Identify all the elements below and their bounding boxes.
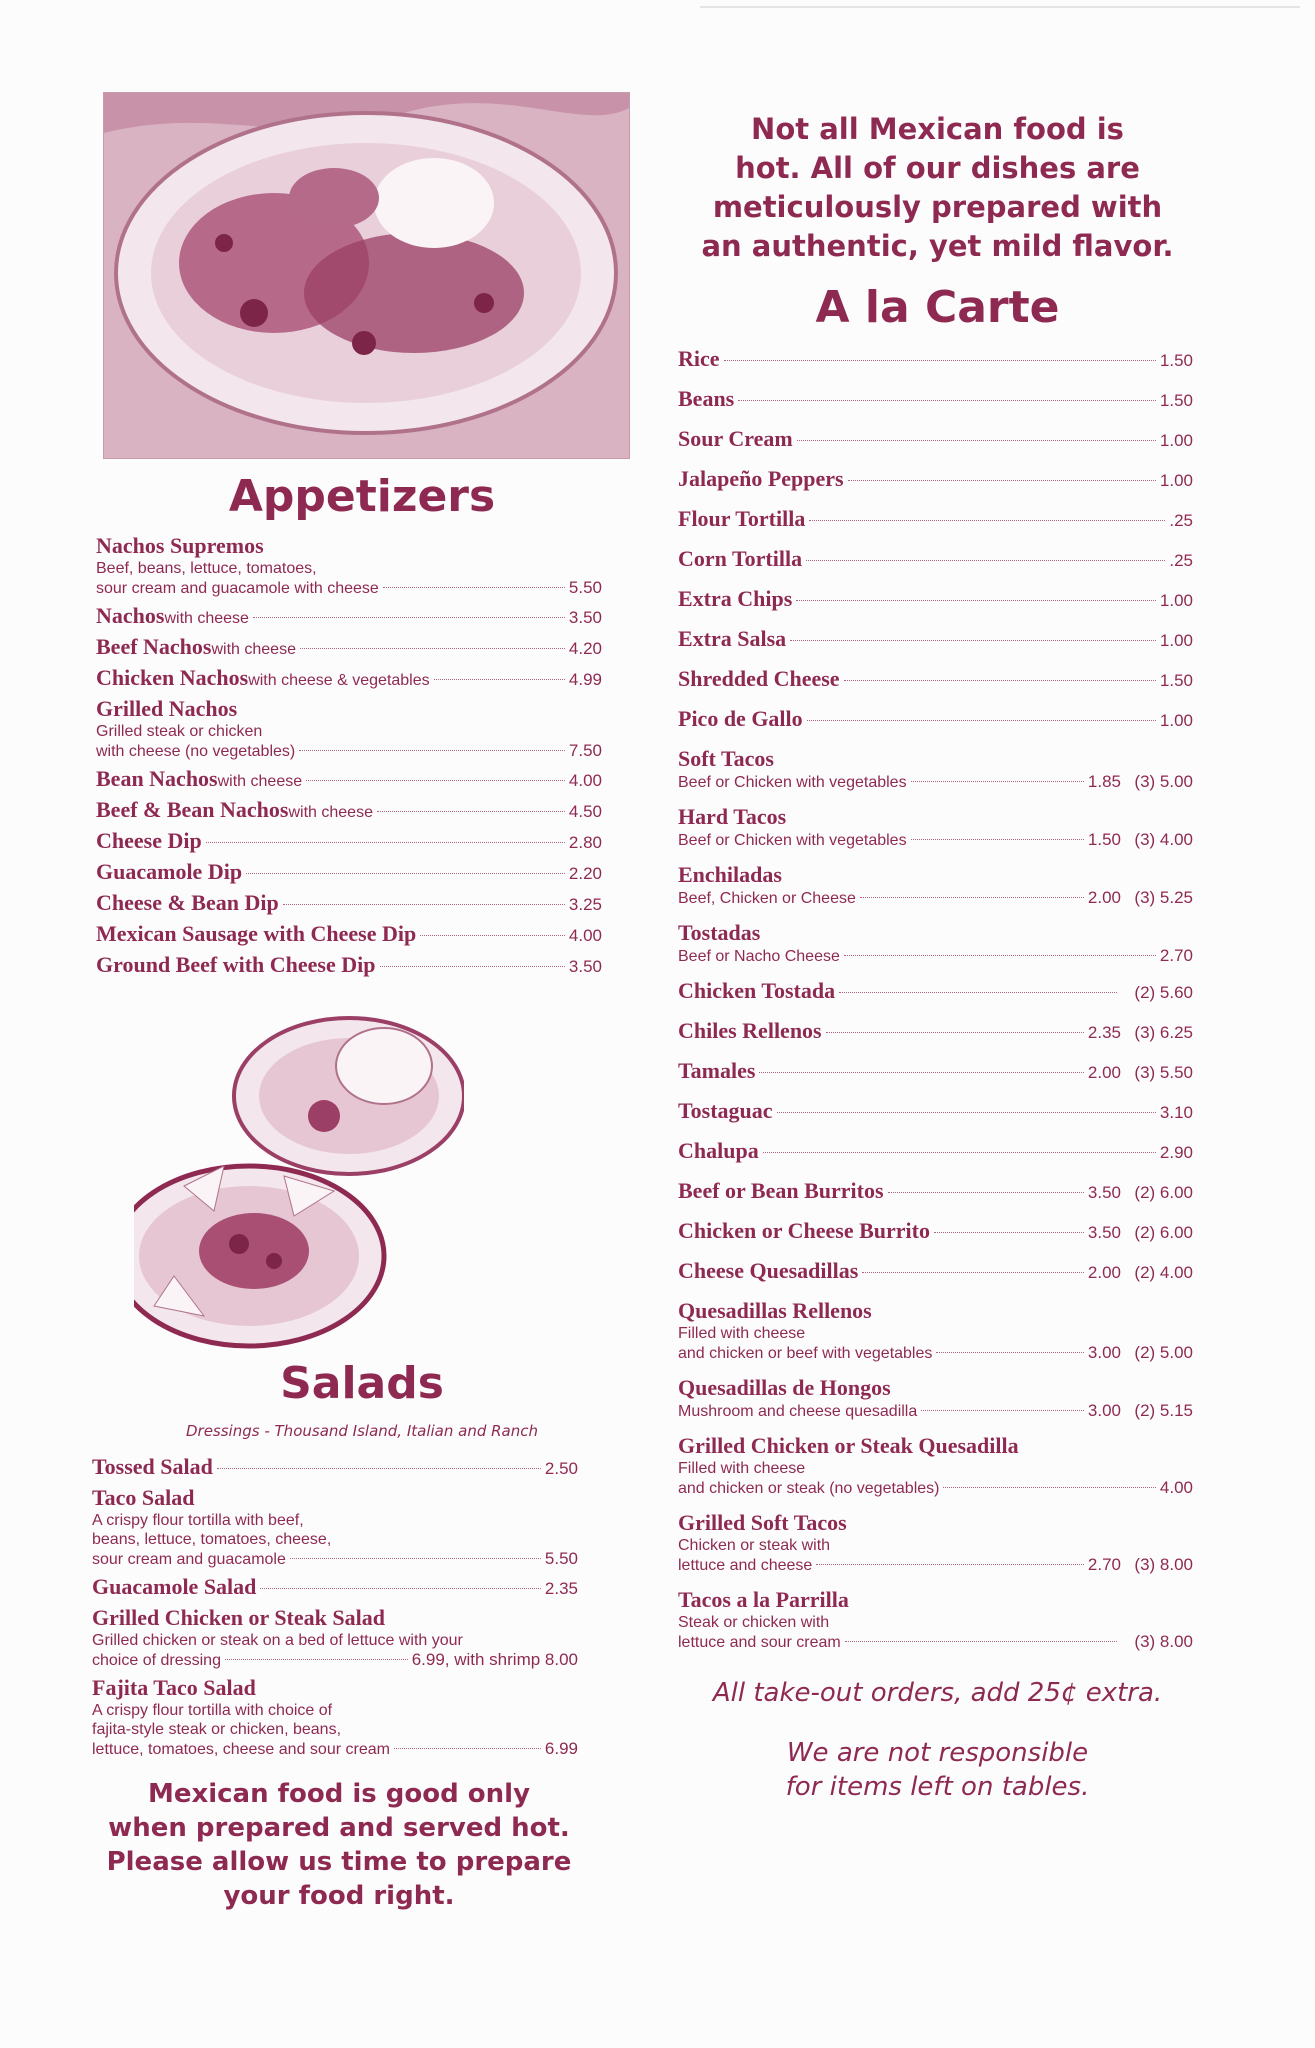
item-description: Beef, beans, lettuce, tomatoes, [96, 560, 317, 577]
menu-item [96, 634, 602, 660]
item-price-line [678, 1401, 1193, 1421]
menu-item [678, 1138, 1193, 1164]
dot-leader [260, 1588, 541, 1589]
item-price-line [678, 1018, 1193, 1044]
item-price: 1.00 [1159, 471, 1193, 490]
item-name: Cheese & Bean Dip [96, 890, 279, 915]
item-price-line [678, 1258, 1193, 1284]
menu-item [92, 1605, 578, 1670]
dot-leader [888, 1192, 1084, 1193]
dot-leader [911, 839, 1084, 840]
item-name: Tamales [678, 1058, 756, 1083]
item-price: 2.70 [1087, 1555, 1121, 1574]
item-description: Mushroom and cheese quesadilla [678, 1403, 918, 1420]
item-name: Guacamole Dip [96, 859, 243, 884]
item-description: Grilled steak or chicken [96, 723, 263, 740]
item-price-line [96, 921, 602, 947]
dot-leader [807, 720, 1156, 721]
item-multi-price: (2) 5.60 [1134, 983, 1193, 1002]
item-name: Beef Nachos [96, 634, 212, 659]
item-price-line [96, 859, 602, 885]
item-price-line [678, 1098, 1193, 1124]
dot-leader [299, 750, 565, 751]
item-price: 2.00 [1087, 888, 1121, 907]
item-price: 3.50 [568, 957, 602, 976]
dot-leader [300, 648, 565, 649]
dot-leader [806, 560, 1165, 561]
item-name: Tacos a la Parrilla [678, 1587, 849, 1612]
item-price-line [96, 766, 602, 792]
menu-item [678, 1375, 1193, 1421]
item-price-line [96, 634, 602, 660]
item-name: Nachos Supremos [96, 533, 264, 558]
menu-item [678, 1178, 1193, 1204]
item-name: Pico de Gallo [678, 706, 803, 731]
item-price-line [96, 603, 602, 629]
item-price-line [678, 706, 1193, 732]
appetizers-title: Appetizers [228, 471, 496, 522]
item-description: Chicken or steak with [678, 1537, 831, 1554]
item-multi-price: (3) 6.25 [1134, 1023, 1193, 1042]
menu-item [96, 952, 602, 978]
dot-leader [420, 935, 565, 936]
item-price: 4.50 [568, 802, 602, 821]
item-price-line [92, 1650, 578, 1670]
item-name: Grilled Nachos [96, 696, 238, 721]
item-price-line [96, 797, 602, 823]
dot-leader [943, 1487, 1155, 1488]
item-name: Tossed Salad [92, 1454, 213, 1479]
item-price: 3.50 [568, 608, 602, 627]
menu-item [678, 706, 1193, 732]
item-price-line [678, 1343, 1193, 1363]
item-price: 4.00 [568, 926, 602, 945]
menu-item [678, 1433, 1193, 1498]
dot-leader [434, 679, 565, 680]
menu-item [92, 1574, 578, 1600]
appetizers-list [96, 533, 602, 978]
responsibility-note: We are not responsible for items left on tables. [785, 1738, 1090, 1802]
item-name: Chiles Rellenos [678, 1018, 822, 1043]
dot-leader [759, 1072, 1083, 1073]
menu-item [678, 466, 1193, 492]
item-price: 3.00 [1087, 1343, 1121, 1362]
dot-leader [724, 360, 1156, 361]
item-description: A crispy flour tortilla with choice of [92, 1702, 333, 1719]
dot-leader [796, 600, 1156, 601]
menu-item [678, 804, 1193, 850]
menu-item [678, 746, 1193, 792]
item-description: lettuce, tomatoes, cheese and sour cream [92, 1741, 390, 1758]
item-price: 5.50 [568, 578, 602, 597]
item-price: 4.99 [568, 670, 602, 689]
item-price-line [678, 466, 1193, 492]
item-price: 2.80 [568, 833, 602, 852]
item-price-line [678, 1218, 1193, 1244]
dot-leader [936, 1352, 1084, 1353]
item-name: Chicken Tostada [678, 978, 836, 1003]
item-price-line [678, 386, 1193, 412]
item-name: Tostaguac [678, 1098, 773, 1123]
item-multi-price: (3) 8.00 [1134, 1632, 1193, 1651]
mild-flavor-intro: Not all Mexican food is hot. All of our dishes are meticulously prepared with an authentic, yet mild flavor. [701, 112, 1174, 263]
menu-item [678, 386, 1193, 412]
item-price-line [678, 1632, 1193, 1652]
item-description: and chicken or steak (no vegetables) [678, 1480, 940, 1497]
item-multi-price: (2) 6.00 [1134, 1223, 1193, 1242]
item-note: with cheese & vegetables [248, 672, 430, 689]
dot-leader [816, 1564, 1084, 1565]
item-name: Sour Cream [678, 426, 793, 451]
item-price-line [678, 426, 1193, 452]
item-description: choice of dressing [92, 1652, 221, 1669]
item-price: 2.00 [1087, 1063, 1121, 1082]
menu-item [678, 626, 1193, 652]
item-price-line [92, 1454, 578, 1480]
menu-item [96, 665, 602, 691]
menu-item [96, 533, 602, 598]
item-price-line [678, 978, 1193, 1004]
menu-item [678, 1258, 1193, 1284]
item-price-line [96, 952, 602, 978]
dot-leader [844, 955, 1156, 956]
item-description: sour cream and guacamole with cheese [96, 580, 379, 597]
menu-item [678, 1218, 1193, 1244]
top-border-line [700, 6, 1300, 8]
item-price-line [96, 828, 602, 854]
item-description: Grilled chicken or steak on a bed of lettuce with your [92, 1632, 463, 1649]
item-price: 3.10 [1159, 1103, 1193, 1122]
item-price: 4.00 [1159, 1478, 1193, 1497]
item-description: sour cream and guacamole [92, 1551, 286, 1568]
item-price-line [678, 1058, 1193, 1084]
menu-item [92, 1454, 578, 1480]
dot-leader [809, 520, 1165, 521]
salads-list [92, 1454, 578, 1759]
item-price: 3.50 [1087, 1183, 1121, 1202]
takeout-note: All take-out orders, add 25¢ extra. [712, 1678, 1163, 1708]
item-price: 7.50 [568, 741, 602, 760]
item-name: Grilled Soft Tacos [678, 1510, 847, 1535]
item-price: 2.20 [568, 864, 602, 883]
menu-item [96, 828, 602, 854]
dot-leader [383, 587, 565, 588]
menu-item [92, 1675, 578, 1759]
dot-leader [921, 1410, 1084, 1411]
menu-item [678, 1018, 1193, 1044]
item-description: beans, lettuce, tomatoes, cheese, [92, 1531, 332, 1548]
dot-leader [790, 640, 1156, 641]
item-name: Cheese Dip [96, 828, 202, 853]
item-name: Extra Salsa [678, 626, 787, 651]
item-price: 4.20 [568, 639, 602, 658]
dot-leader [246, 873, 565, 874]
menu-item [96, 797, 602, 823]
dot-leader [377, 811, 565, 812]
item-multi-price: (3) 8.00 [1134, 1555, 1193, 1574]
right-column [670, 110, 1205, 1804]
item-price-line [678, 1478, 1193, 1498]
item-price: 2.00 [1087, 1263, 1121, 1282]
item-multi-price: (3) 5.25 [1134, 888, 1193, 907]
item-name: Jalapeño Peppers [678, 466, 844, 491]
item-note: with cheese [211, 641, 296, 658]
dot-leader [380, 966, 565, 967]
item-price: 1.50 [1159, 391, 1193, 410]
item-price-line [96, 890, 602, 916]
item-description: Steak or chicken with [678, 1614, 830, 1631]
item-name: Chicken or Cheese Burrito [678, 1218, 930, 1243]
dot-leader [797, 440, 1156, 441]
item-name: Bean Nachos [96, 766, 218, 791]
item-name: Beans [678, 386, 735, 411]
item-price: 3.50 [1087, 1223, 1121, 1242]
item-description: lettuce and cheese [678, 1557, 813, 1574]
item-name: Beef or Bean Burritos [678, 1178, 884, 1203]
left-column [92, 92, 628, 1913]
hot-food-notice: Mexican food is good only when prepared and served hot. Please allow us time to prepare your food right. [106, 1779, 572, 1911]
menu-item [96, 603, 602, 629]
ala-carte-title: A la Carte [815, 282, 1060, 333]
dot-leader [306, 780, 565, 781]
item-price: 1.00 [1159, 431, 1193, 450]
item-name: Tostadas [678, 920, 761, 945]
item-price-line [678, 1138, 1193, 1164]
item-description: A crispy flour tortilla with beef, [92, 1512, 304, 1529]
enchilada-plate-photo [103, 92, 630, 459]
item-description: lettuce and sour cream [678, 1634, 841, 1651]
item-description: Beef or Chicken with vegetables [678, 832, 907, 849]
menu-item [678, 1587, 1193, 1652]
item-name: Grilled Chicken or Steak Salad [92, 1605, 385, 1630]
item-description: Filled with cheese [678, 1325, 806, 1342]
item-price-line [678, 506, 1193, 532]
item-price: 3.25 [568, 895, 602, 914]
item-price-line [678, 586, 1193, 612]
item-price-line [92, 1549, 578, 1569]
item-name: Rice [678, 346, 720, 371]
item-price: 3.00 [1087, 1401, 1121, 1420]
menu-item [678, 862, 1193, 908]
item-name: Soft Tacos [678, 746, 774, 771]
dot-leader [934, 1232, 1084, 1233]
dot-leader [253, 617, 565, 618]
item-price: 6.99, with shrimp 8.00 [411, 1650, 578, 1669]
dot-leader [217, 1468, 541, 1469]
item-name: Quesadillas de Hongos [678, 1375, 891, 1400]
item-name: Corn Tortilla [678, 546, 803, 571]
menu-item [678, 426, 1193, 452]
item-name: Fajita Taco Salad [92, 1675, 256, 1700]
item-name: Ground Beef with Cheese Dip [96, 952, 376, 977]
dot-leader [844, 680, 1156, 681]
dot-leader [777, 1112, 1156, 1113]
menu-item [678, 1510, 1193, 1575]
dot-leader [283, 904, 565, 905]
dot-leader [845, 1641, 1117, 1642]
dot-leader [225, 1659, 408, 1660]
item-description: and chicken or beef with vegetables [678, 1345, 933, 1362]
item-name: Chalupa [678, 1138, 759, 1163]
dot-leader [206, 842, 565, 843]
item-price-line [678, 346, 1193, 372]
item-price: 2.35 [1087, 1023, 1121, 1042]
item-price-line [92, 1574, 578, 1600]
item-price-line [678, 666, 1193, 692]
menu-item [678, 346, 1193, 372]
item-name: Chicken Nachos [96, 665, 249, 690]
item-price: 1.50 [1087, 830, 1121, 849]
item-price-line [678, 626, 1193, 652]
item-name: Nachos [96, 603, 165, 628]
dot-leader [738, 400, 1156, 401]
dot-leader [763, 1152, 1156, 1153]
item-name: Grilled Chicken or Steak Quesadilla [678, 1433, 1019, 1458]
item-name: Cheese Quesadillas [678, 1258, 859, 1283]
item-price: 4.00 [568, 771, 602, 790]
item-price-line [678, 1178, 1193, 1204]
menu-item [96, 859, 602, 885]
dot-leader [290, 1558, 541, 1559]
ala-carte-list [678, 346, 1193, 1652]
menu-item [96, 696, 602, 761]
menu-item [678, 978, 1193, 1004]
item-name: Shredded Cheese [678, 666, 840, 691]
item-description: Beef or Chicken with vegetables [678, 774, 907, 791]
item-price-line [678, 830, 1193, 850]
item-price: 6.99 [544, 1739, 578, 1758]
item-multi-price: (2) 5.00 [1134, 1343, 1193, 1362]
item-price-line [678, 946, 1193, 966]
dressings-note: Dressings - Thousand Island, Italian and Ranch [185, 1422, 539, 1440]
item-price-line [96, 741, 602, 761]
menu-item [678, 1298, 1193, 1363]
item-name: Extra Chips [678, 586, 793, 611]
dot-leader [839, 992, 1117, 993]
item-name: Guacamole Salad [92, 1574, 257, 1599]
dot-leader [394, 1748, 541, 1749]
item-price: 5.50 [544, 1549, 578, 1568]
item-note: with cheese [288, 804, 373, 821]
item-name: Flour Tortilla [678, 506, 806, 531]
item-description: Beef, Chicken or Cheese [678, 890, 856, 907]
item-price-line [678, 888, 1193, 908]
item-multi-price: (3) 5.00 [1134, 772, 1193, 791]
item-price: 1.00 [1159, 711, 1193, 730]
item-description: Beef or Nacho Cheese [678, 948, 840, 965]
menu-item [678, 1058, 1193, 1084]
item-price-line [96, 578, 602, 598]
item-price-line [678, 1555, 1193, 1575]
item-description: Filled with cheese [678, 1460, 806, 1477]
item-description: fajita-style steak or chicken, beans, [92, 1721, 342, 1738]
menu-item [96, 766, 602, 792]
menu-item [678, 506, 1193, 532]
menu-item [92, 1485, 578, 1569]
item-price: 1.50 [1159, 351, 1193, 370]
menu-item [678, 920, 1193, 966]
menu-item [96, 890, 602, 916]
dot-leader [848, 480, 1156, 481]
item-price: 2.70 [1159, 946, 1193, 965]
menu-item [96, 921, 602, 947]
dot-leader [860, 897, 1084, 898]
item-name: Enchiladas [678, 862, 782, 887]
item-price: 2.35 [544, 1579, 578, 1598]
item-price: .25 [1169, 511, 1193, 530]
item-price: 1.00 [1159, 631, 1193, 650]
item-name: Beef & Bean Nachos [96, 797, 289, 822]
item-price-line [678, 772, 1193, 792]
menu-item [678, 1098, 1193, 1124]
item-price-line [96, 665, 602, 691]
item-name: Mexican Sausage with Cheese Dip [96, 921, 417, 946]
nachos-and-salsa-photo [134, 1016, 464, 1356]
menu-item [678, 546, 1193, 572]
menu-item [678, 586, 1193, 612]
salads-title: Salads [280, 1358, 444, 1409]
item-price-line [92, 1739, 578, 1759]
item-price: .25 [1169, 551, 1193, 570]
dot-leader [911, 781, 1084, 782]
dot-leader [826, 1032, 1084, 1033]
item-price: 1.50 [1159, 671, 1193, 690]
item-note: with cheese [217, 773, 303, 790]
dot-leader [862, 1272, 1084, 1273]
item-price: 2.90 [1159, 1143, 1193, 1162]
item-name: Taco Salad [92, 1485, 195, 1510]
item-multi-price: (2) 6.00 [1134, 1183, 1193, 1202]
item-multi-price: (3) 5.50 [1134, 1063, 1193, 1082]
item-multi-price: (2) 5.15 [1134, 1401, 1193, 1420]
item-price: 1.85 [1087, 772, 1121, 791]
item-price-line [678, 546, 1193, 572]
menu-item [678, 666, 1193, 692]
item-name: Hard Tacos [678, 804, 787, 829]
item-multi-price: (2) 4.00 [1134, 1263, 1193, 1282]
item-multi-price: (3) 4.00 [1134, 830, 1193, 849]
item-price: 1.00 [1159, 591, 1193, 610]
item-note: with cheese [164, 610, 249, 627]
item-price: 2.50 [544, 1459, 578, 1478]
item-name: Quesadillas Rellenos [678, 1298, 872, 1323]
item-description: with cheese (no vegetables) [96, 743, 296, 760]
